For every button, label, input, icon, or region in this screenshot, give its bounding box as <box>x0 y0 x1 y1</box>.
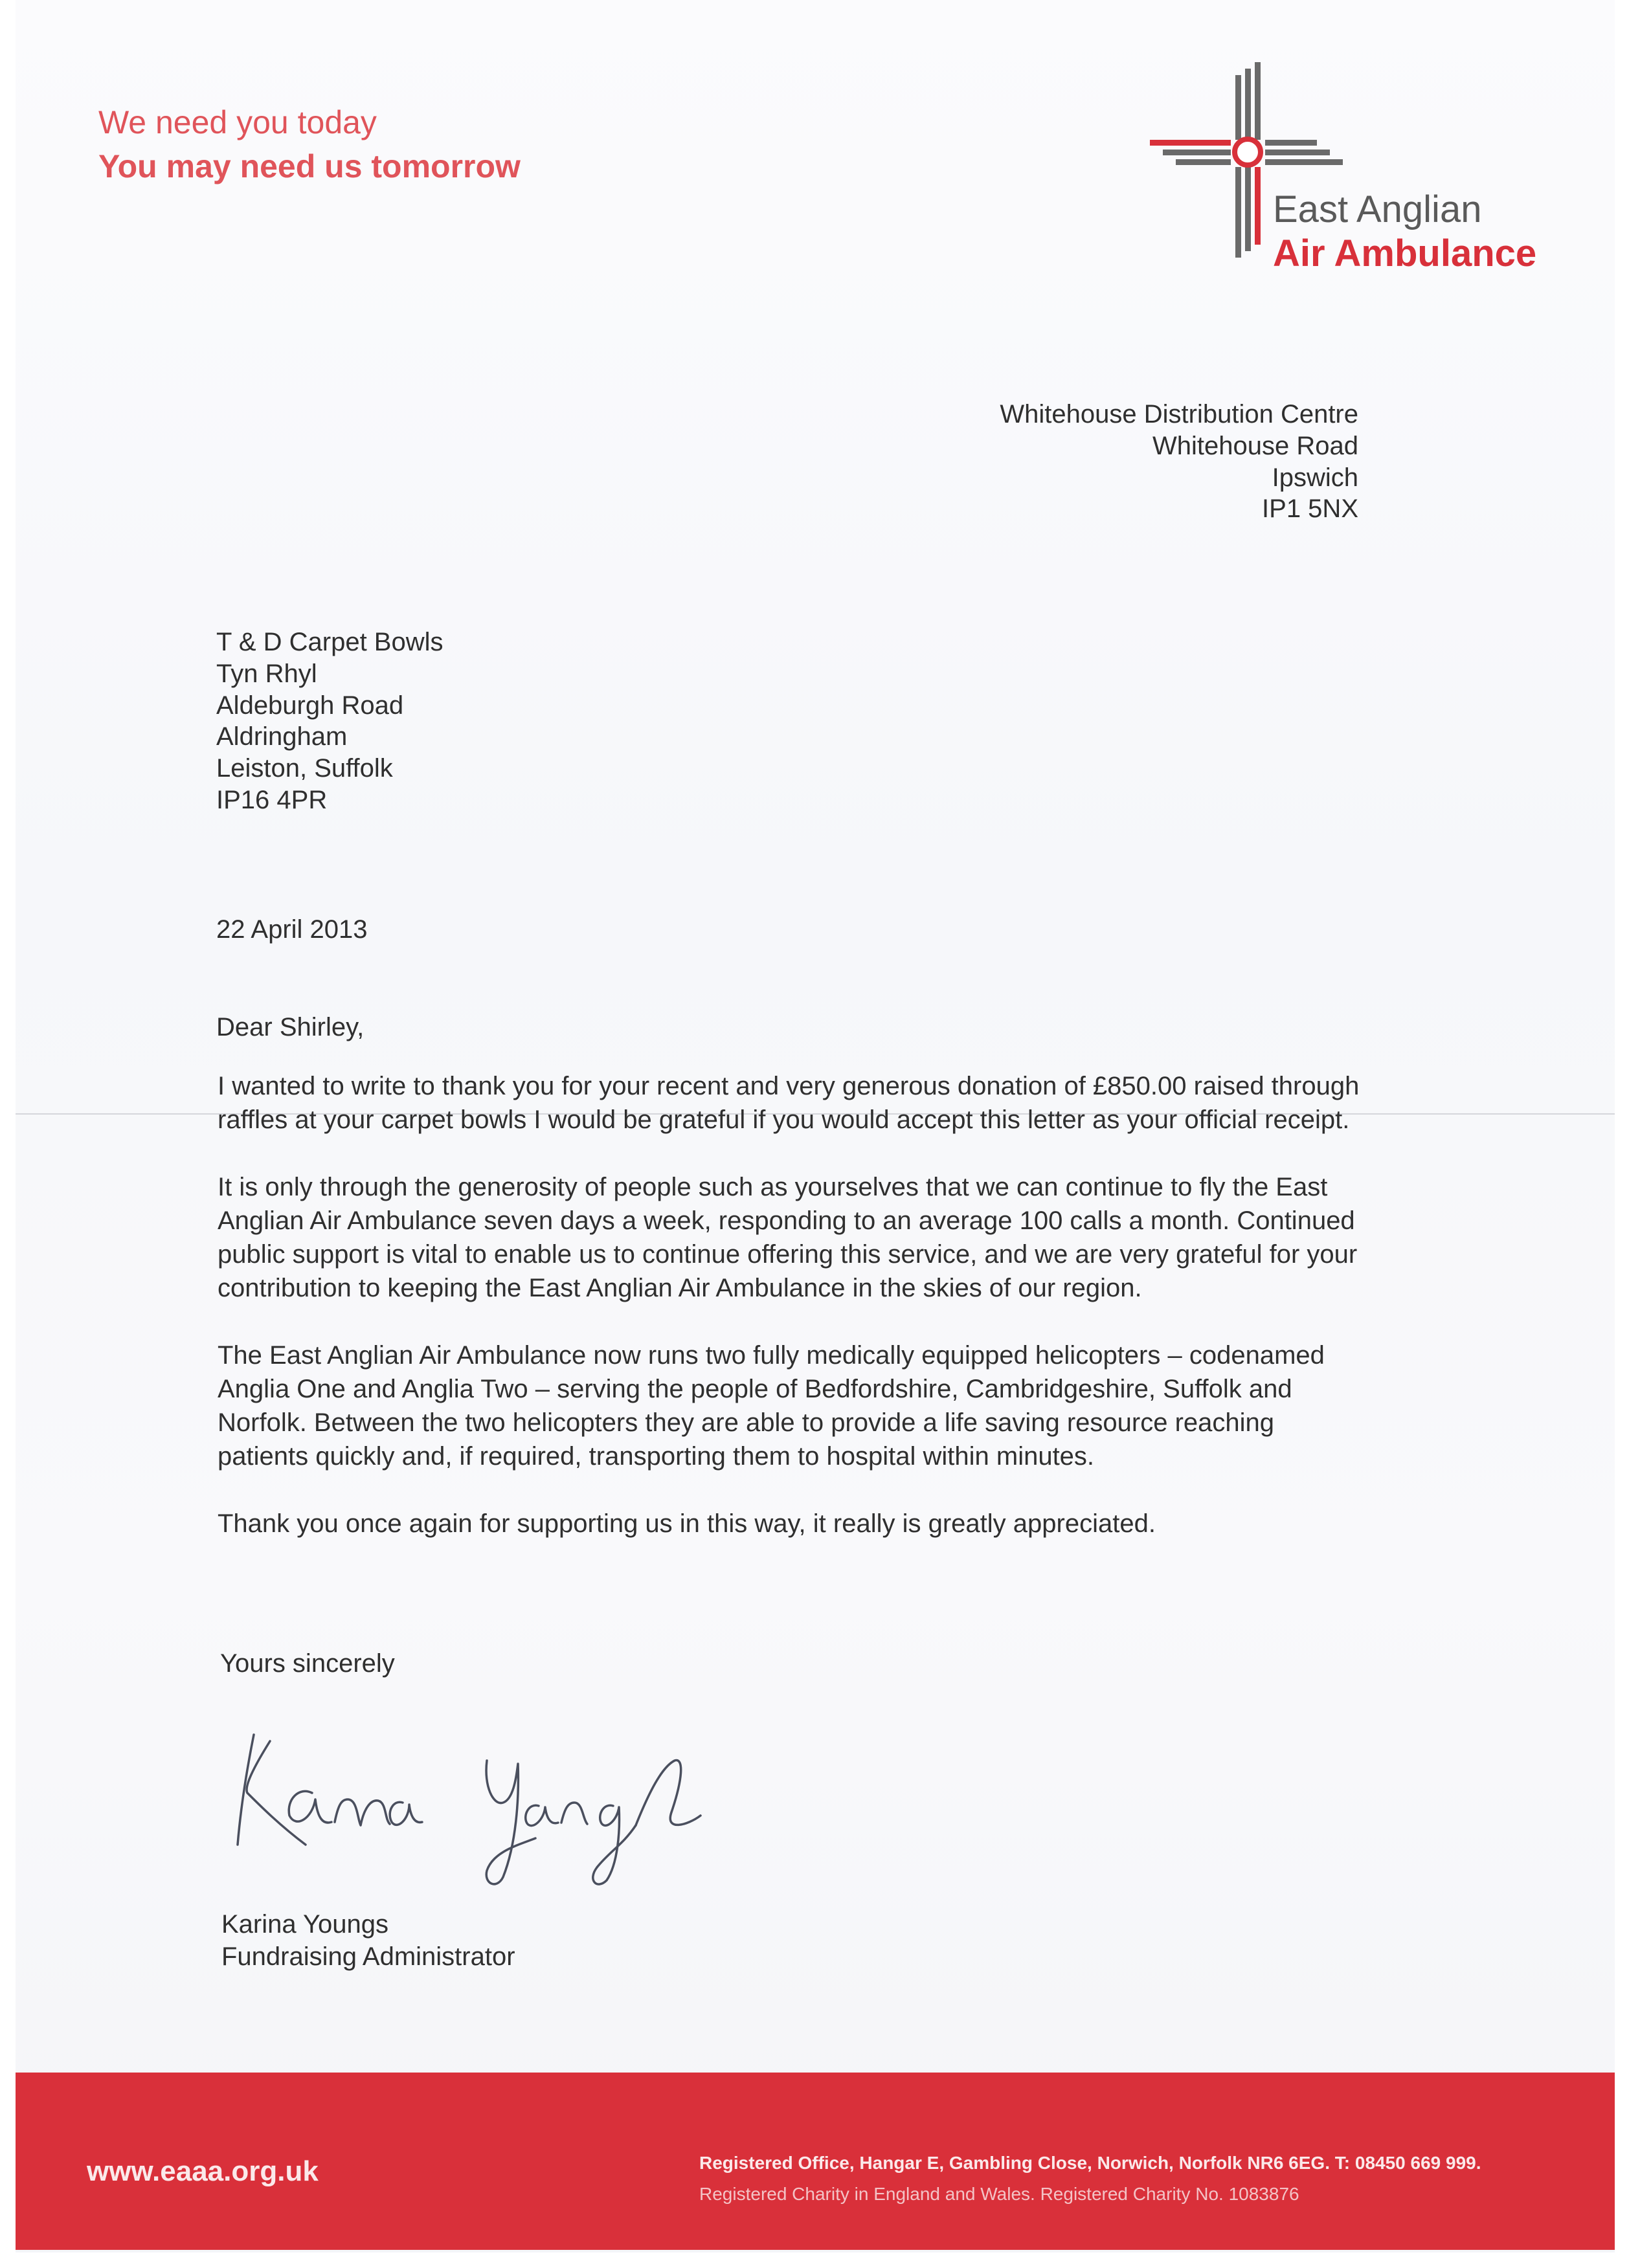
letter-date: 22 April 2013 <box>216 915 368 944</box>
body-paragraph: I wanted to write to thank you for your recent and very generous donation of £850.00 raised through raffles at your carpet bowls I would be grateful if you would accept this letter as your official receipt. <box>218 1072 1360 1134</box>
tagline-line-1: We need you today <box>98 104 377 140</box>
body-paragraph: The East Anglian Air Ambulance now runs two fully medically equipped helicopters – codenamed Anglia One and Anglia Two – serving the people of Bedfordshire, Cambridgeshire, Suffolk and Norfolk. Between the two helicopters they are able to provide a life saving resource reaching patients quickly and, if required, transporting them to hospital within minutes. <box>218 1341 1325 1471</box>
footer-charity-number: Registered Charity in England and Wales. Registered Charity No. 1083876 <box>699 2184 1299 2204</box>
closing: Yours sincerely <box>220 1649 395 1678</box>
signatory-name: Karina Youngs <box>221 1910 389 1939</box>
logo-name-line-1: East Anglian <box>1273 188 1482 230</box>
signatory <box>221 1908 515 1973</box>
tagline-line-2: You may need us tomorrow <box>98 148 521 184</box>
footer-band <box>16 2073 1615 2250</box>
recipient-address-line: T & D Carpet Bowls <box>216 628 444 656</box>
sender-address-line: Whitehouse Road <box>1152 431 1358 460</box>
sender-address <box>1000 399 1358 525</box>
logo-name-line-2: Air Ambulance <box>1273 232 1537 275</box>
recipient-address-line: Aldeburgh Road <box>216 691 404 720</box>
salutation: Dear Shirley, <box>216 1013 365 1041</box>
recipient-address-line: IP16 4PR <box>216 785 328 814</box>
signatory-title: Fundraising Administrator <box>221 1942 515 1971</box>
sender-address-line: Whitehouse Distribution Centre <box>1000 400 1358 428</box>
tagline <box>98 101 521 188</box>
body-paragraph: Thank you once again for supporting us in this way, it really is greatly appreciated. <box>218 1509 1156 1538</box>
recipient-address-line: Aldringham <box>216 722 348 751</box>
body-paragraph: It is only through the generosity of people such as yourselves that we can continue to fly the East Anglian Air Ambulance seven days a week, responding to an average 100 calls a month. Continued public support is vital to enable us to continue offering this service, and we are very grateful for your contribution to keeping the East Anglian Air Ambulance in the skies of our region. <box>218 1173 1358 1302</box>
sender-address-line: IP1 5NX <box>1262 495 1358 524</box>
recipient-address <box>216 627 444 816</box>
footer-registered-office: Registered Office, Hangar E, Gambling Close, Norwich, Norfolk NR6 6EG. T: 08450 669 999. <box>699 2153 1481 2173</box>
letter-body <box>218 1069 1370 1574</box>
handwritten-signature <box>208 1696 765 1890</box>
footer-website-link[interactable]: www.eaaa.org.uk <box>87 2155 319 2187</box>
recipient-address-line: Leiston, Suffolk <box>216 754 393 783</box>
logo-wordmark <box>1273 188 1536 276</box>
sender-address-line: Ipswich <box>1272 463 1358 492</box>
recipient-address-line: Tyn Rhyl <box>216 659 317 688</box>
